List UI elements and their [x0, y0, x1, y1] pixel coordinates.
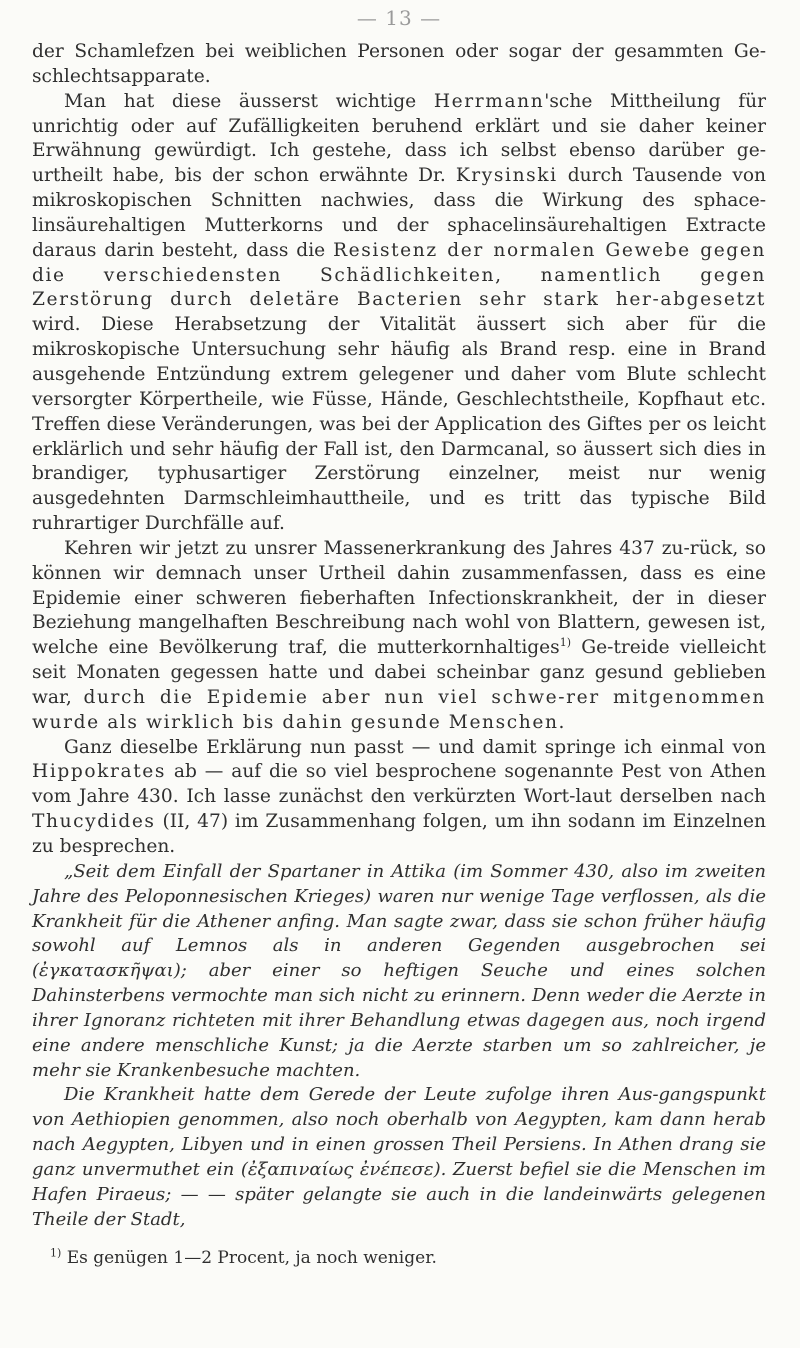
- paragraph-1: der Schamlefzen bei weiblichen Personen oder sogar der gesammten Ge-schlechtsapparate.: [32, 41, 766, 87]
- paragraph-3: Kehren wir jetzt zu unsrer Massenerkrankung des Jahres 437 zu-rück, so können wir demnach unser Urtheil dahin zusammenfassen, dass es eine Epidemie einer schweren fieberhaften Infectionskrankheit, der in dieser Beziehung mangelhaften Beschreibung nach wohl von Blattern, gewesen ist, welche eine Bevölkerung traf, die mutterkornhaltiges$^{1)}$ Ge-treide vielleicht seit Monaten gegessen hatte und dabei scheinbar ganz gesund geblieben war, durch die Epidemie aber nun viel schwe-rer mitgenommen wurde als wirklich bis dahin gesunde Menschen.: [32, 537, 767, 733]
- footnote-reference[interactable]: 1): [559, 636, 572, 650]
- quotation-paragraph-2: Die Krankheit hatte dem Gerede der Leute zufolge ihren Aus-gangspunkt von Aethiopien genommen, also noch oberhalb von Aegypten, kam dann herab nach Aegypten, Libyen und in einen grossen Theil Persiens. In Athen drang sie ganz unvermuthet ein (ἐξαπιναίως ἐνέπεσε). Zuerst befiel sie die Menschen im Hafen Piraeus; — — später gelangte sie auch in die landeinwärts gelegenen Theile der Stadt,: [32, 1084, 766, 1230]
- page-number: — 13 —: [356, 6, 442, 30]
- footnote-text: Es genügen 1—2 Procent, ja noch weniger.: [66, 1247, 437, 1268]
- author-name-krysinski: Krysinski: [455, 165, 558, 187]
- quotation-paragraph-1: „Seit dem Einfall der Spartaner in Attika (im Sommer 430, also im zweiten Jahre des Peloponnesischen Krieges) waren nur wenige Tage verflossen, als die Krankheit für die Athener anfing. Man sagte zwar, dass sie schon früher häufig sowohl auf Lemnos als in anderen Gegenden ausgebrochen sei (ἐγκατασκῆψαι); aber einer so heftigen Seuche und eines solchen Dahinsterbens vermochte man sich nicht zu erinnern. Denn weder die Aerzte in ihrer Ignoranz richteten mit ihrer Behandlung etwas dagegen aus, noch irgend eine andere menschliche Kunst; ja die Aerzte starben um so zahlreicher, je mehr sie Krankenbesuche machten.: [32, 860, 766, 1081]
- emphasized-text: Resistenz der normalen Gewebe gegen die verschiedensten Schädlichkeiten, namentlich gegen Zerstörung durch deletäre Bacterien sehr stark her-abgesetzt: [32, 239, 766, 311]
- paragraph-2: Man hat diese äusserst wichtige Herrmann'sche Mittheilung für unrichtig oder auf Zufälligkeiten beruhend erklärt und sie daher keiner Erwähnung gewürdigt. Ich gestehe, dass ich selbst ebenso darüber ge-urtheilt habe, bis der schon erwähnte Dr. Krysinski durch Tausende von mikroskopischen Schnitten nachwies, dass die Wirkung des sphace-linsäurehaltigen Mutterkorns und der sphacelinsäurehaltigen Extracte daraus darin besteht, dass die Resistenz der normalen Gewebe gegen die verschiedensten Schädlichkeiten, namentlich gegen Zerstörung durch deletäre Bacterien sehr stark her-abgesetzt wird. Diese Herabsetzung der Vitalität äussert sich aber für die mikroskopische Untersuchung sehr häufig als Brand resp. eine in Brand ausgehende Entzündung extrem gelegener und daher vom Blute schlecht versorgter Körpertheile, wie Füsse, Hände, Geschlechtstheile, Kopfhaut etc. Treffen diese Veränderungen, was bei der Application des Giftes per os leicht erklärlich und sehr häufig der Fall ist, den Darmcanal, so äussert sich dies in brandiger, typhusartiger Zerstörung einzelner, meist nur wenig ausgedehnten Darmschleimhauttheile, und es tritt das typische Bild ruhrartiger Durchfälle auf.: [32, 90, 766, 535]
- author-name-thucydides: Thucydides: [32, 811, 156, 833]
- author-name-hippokrates: Hippokrates: [32, 761, 167, 783]
- footnote: [32, 1247, 766, 1269]
- paragraph-4: Ganz dieselbe Erklärung nun passt — und damit springe ich einmal von Hippokrates ab — auf die so viel besprochene sogenannte Pest von Athen vom Jahre 430. Ich lasse zunächst den verkürzten Wort-laut derselben nach Thucydides (II, 47) im Zusammenhang folgen, um ihn sodann im Einzelnen zu besprechen.: [32, 736, 766, 857]
- author-name-herrmann: Herrmann: [433, 90, 545, 112]
- emphasized-text: durch die Epidemie aber nun viel schwe-rer mitgenommen wurde als wirklich bis dahin gesunde Menschen.: [32, 686, 766, 733]
- footnote-marker: 1): [50, 1245, 62, 1259]
